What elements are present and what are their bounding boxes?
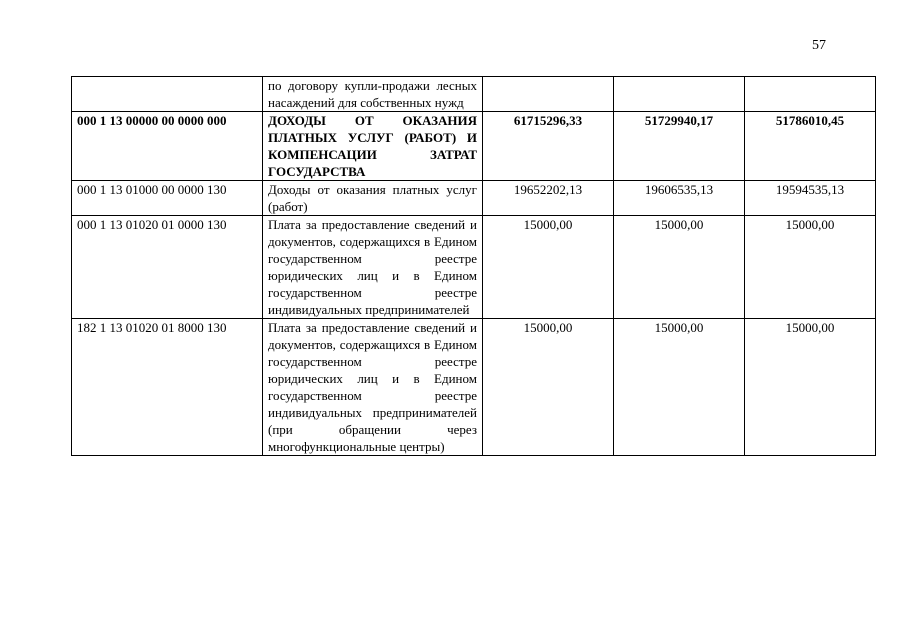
value-year2-cell: 51729940,17 <box>614 112 745 181</box>
value-year1-cell: 15000,00 <box>483 319 614 456</box>
table-row <box>72 77 876 112</box>
budget-code-cell: 000 1 13 00000 00 0000 000 <box>72 112 263 181</box>
value-year3-cell: 15000,00 <box>745 319 876 456</box>
description-cell: Плата за предоставление сведений и документов, содержащихся в Едином государственном реестре юридических лиц и в Едином государственном реестре индивидуальных предпринимателей (при обращении через многофункциональные центры) <box>263 319 483 456</box>
budget-code-cell: 000 1 13 01020 01 0000 130 <box>72 216 263 319</box>
value-year1-cell: 15000,00 <box>483 216 614 319</box>
budget-revenue-table <box>71 76 876 456</box>
description-cell: по договору купли-продажи лесных насаждений для собственных нужд <box>263 77 483 112</box>
value-year3-cell: 51786010,45 <box>745 112 876 181</box>
value-year2-cell: 15000,00 <box>614 216 745 319</box>
table-row <box>72 112 876 181</box>
value-year2-cell <box>614 77 745 112</box>
table-row <box>72 319 876 456</box>
budget-code-cell: 000 1 13 01000 00 0000 130 <box>72 181 263 216</box>
budget-code-cell <box>72 77 263 112</box>
page-number: 57 <box>812 38 826 53</box>
value-year3-cell: 19594535,13 <box>745 181 876 216</box>
value-year1-cell <box>483 77 614 112</box>
value-year1-cell: 61715296,33 <box>483 112 614 181</box>
table-row <box>72 216 876 319</box>
description-cell: Плата за предоставление сведений и документов, содержащихся в Едином государственном реестре юридических лиц и в Едином государственном реестре индивидуальных предпринимателей <box>263 216 483 319</box>
value-year1-cell: 19652202,13 <box>483 181 614 216</box>
table-row <box>72 181 876 216</box>
budget-code-cell: 182 1 13 01020 01 8000 130 <box>72 319 263 456</box>
value-year2-cell: 15000,00 <box>614 319 745 456</box>
description-cell: Доходы от оказания платных услуг (работ) <box>263 181 483 216</box>
value-year3-cell <box>745 77 876 112</box>
description-cell: ДОХОДЫ ОТ ОКАЗАНИЯ ПЛАТНЫХ УСЛУГ (РАБОТ) И КОМПЕНСАЦИИ ЗАТРАТ ГОСУДАРСТВА <box>263 112 483 181</box>
value-year3-cell: 15000,00 <box>745 216 876 319</box>
value-year2-cell: 19606535,13 <box>614 181 745 216</box>
